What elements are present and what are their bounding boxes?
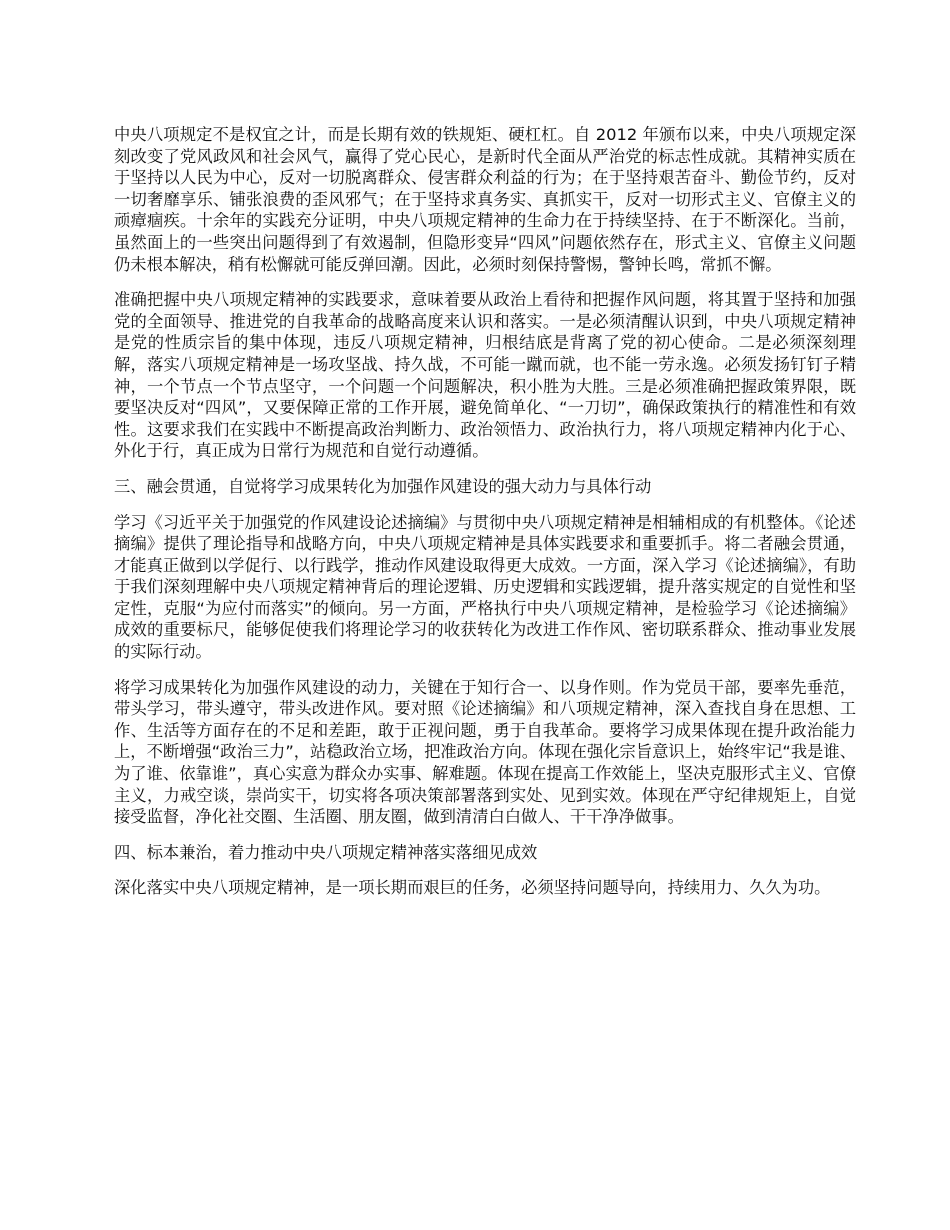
paragraph-knowledge-action: 将学习成果转化为加强作风建设的动力，关键在于知行合一、以身作则。作为党员干部，要率先垂范，带头学习，带头遵守，带头改进作风。要对照《论述摘编》和八项规定精神，深入查找自身在思想、工作、生活等方面存在的不足和差距，敢于正视问题，勇于自我革命。要将学习成果体现在提升政治能力上，不断增强“政治三力”，站稳政治立场，把准政治方向。体现在强化宗旨意识上，始终牢记“我是谁、为了谁、依靠谁”，真心实意为群众办实事、解难题。体现在提高工作效能上，坚决克服形式主义、官僚主义，力戒空谈，崇尚实干，切实将各项决策部署落到实处、见到实效。体现在严守纪律规矩上，自觉接受监督，净化社交圈、生活圈、朋友圈，做到清清白白做人、干干净净做事。 (114, 677, 856, 827)
document-body (114, 124, 856, 913)
section-heading-four: 四、标本兼治，着力推动中央八项规定精神落实落细见成效 (114, 842, 538, 862)
section-heading-three: 三、融会贯通，自觉将学习成果转化为加强作风建设的强大动力与具体行动 (114, 476, 652, 496)
paragraph-eight-rules-essence: 中央八项规定不是权宜之计，而是长期有效的铁规矩、硬杠杠。自 2012 年颁布以来，中央八项规定深刻改变了党风政风和社会风气，赢得了党心民心，是新时代全面从严治党的标志性成就。其精神实质在于坚持以人民为中心，反对一切脱离群众、侵害群众利益的行为；在于坚持艰苦奋斗、勤俭节约，反对一切奢靡享乐、铺张浪费的歪风邪气；在于坚持求真务实、真抓实干，反对一切形式主义、官僚主义的顽瘴痼疾。十余年的实践充分证明，中央八项规定精神的生命力在于持续坚持、在于不断深化。当前，虽然面上的一些突出问题得到了有效遏制，但隐形变异“四风”问题依然存在，形式主义、官僚主义问题仍未根本解决，稍有松懈就可能反弹回潮。因此，必须时刻保持警惕，警钟长鸣，常抓不懈。 (114, 125, 856, 274)
paragraph-practice-requirements: 准确把握中央八项规定精神的实践要求，意味着要从政治上看待和把握作风问题，将其置于坚持和加强党的全面领导、推进党的自我革命的战略高度来认识和落实。一是必须清醒认识到，中央八项规定精神是党的性质宗旨的集中体现，违反八项规定精神，归根结底是背离了党的初心使命。二是必须深刻理解，落实八项规定精神是一场攻坚战、持久战，不可能一蹴而就，也不能一劳永逸。必须发扬钉钉子精神，一个节点一个节点坚守，一个问题一个问题解决，积小胜为大胜。三是必须准确把握政策界限，既要坚决反对“四风”，又要保障正常的工作开展，避免简单化、“一刀切”，确保政策执行的精准性和有效性。这要求我们在实践中不断提高政治判断力、政治领悟力、政治执行力，将八项规定精神内化于心、外化于行，真正成为日常行为规范和自觉行动遵循。 (114, 290, 856, 461)
paragraph-deepen-implementation: 深化落实中央八项规定精神，是一项长期而艰巨的任务，必须坚持问题导向，持续用力、久久为功。 (114, 878, 831, 898)
paragraph-integration: 学习《习近平关于加强党的作风建设论述摘编》与贯彻中央八项规定精神是相辅相成的有机整体。《论述摘编》提供了理论指导和战略方向，中央八项规定精神是具体实践要求和重要抓手。将二者融会贯通，才能真正做到以学促行、以行践学，推动作风建设取得更大成效。一方面，深入学习《论述摘编》，有助于我们深刻理解中央八项规定精神背后的理论逻辑、历史逻辑和实践逻辑，提升落实规定的自觉性和坚定性，克服“为应付而落实”的倾向。另一方面，严格执行中央八项规定精神，是检验学习《论述摘编》成效的重要标尺，能够促使我们将理论学习的收获转化为改进工作作风、密切联系群众、推动事业发展的实际行动。 (114, 512, 856, 662)
